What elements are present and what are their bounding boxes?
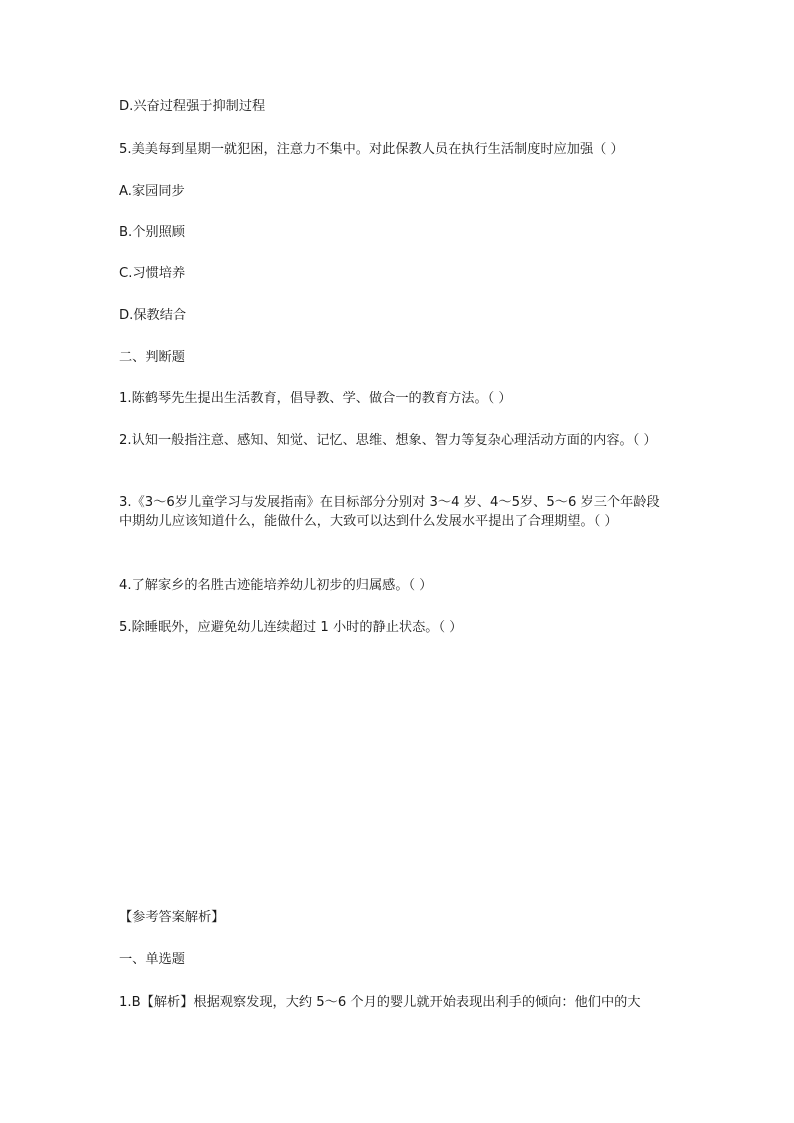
judgement-item-1: 1.陈鹤琴先生提出生活教育，倡导教、学、做合一的教育方法。（ ） <box>119 391 512 406</box>
question-5-option-d: D.保教结合 <box>119 308 187 323</box>
question-5-option-c: C.习惯培养 <box>119 266 186 281</box>
answer-1-text: 1.B【解析】根据观察发现，大约 5～6 个月的婴儿就开始表现出利手的倾向：他们中的大 <box>119 995 641 1010</box>
option-d-prev: D.兴奋过程强于抑制过程 <box>119 99 266 114</box>
answers-section-title: 一、单选题 <box>119 952 185 967</box>
judgement-item-2: 2.认知一般指注意、感知、知觉、记忆、思维、想象、智力等复杂心理活动方面的内容。（ ） <box>119 433 657 448</box>
judgement-item-3: 3.《3～6岁儿童学习与发展指南》在目标部分分别对 3～4 岁、4～5岁、5～6 岁三个年龄段中期幼儿应该知道什么，能做什么，大致可以达到什么发展水平提出了合理期望。（ ） <box>119 495 660 529</box>
question-5-option-a: A.家园同步 <box>119 184 185 199</box>
section-title-judgement: 二、判断题 <box>119 350 185 365</box>
question-5-stem: 5.美美每到星期一就犯困，注意力不集中。对此保教人员在执行生活制度时应加强（ ） <box>119 142 624 157</box>
judgement-item-4: 4.了解家乡的名胜古迹能培养幼儿初步的归属感。（ ） <box>119 578 433 593</box>
question-5-option-b: B.个别照顾 <box>119 225 185 240</box>
judgement-item-5: 5.除睡眠外，应避免幼儿连续超过 1 小时的静止状态。（ ） <box>119 620 463 635</box>
answers-heading: 【参考答案解析】 <box>119 910 225 925</box>
